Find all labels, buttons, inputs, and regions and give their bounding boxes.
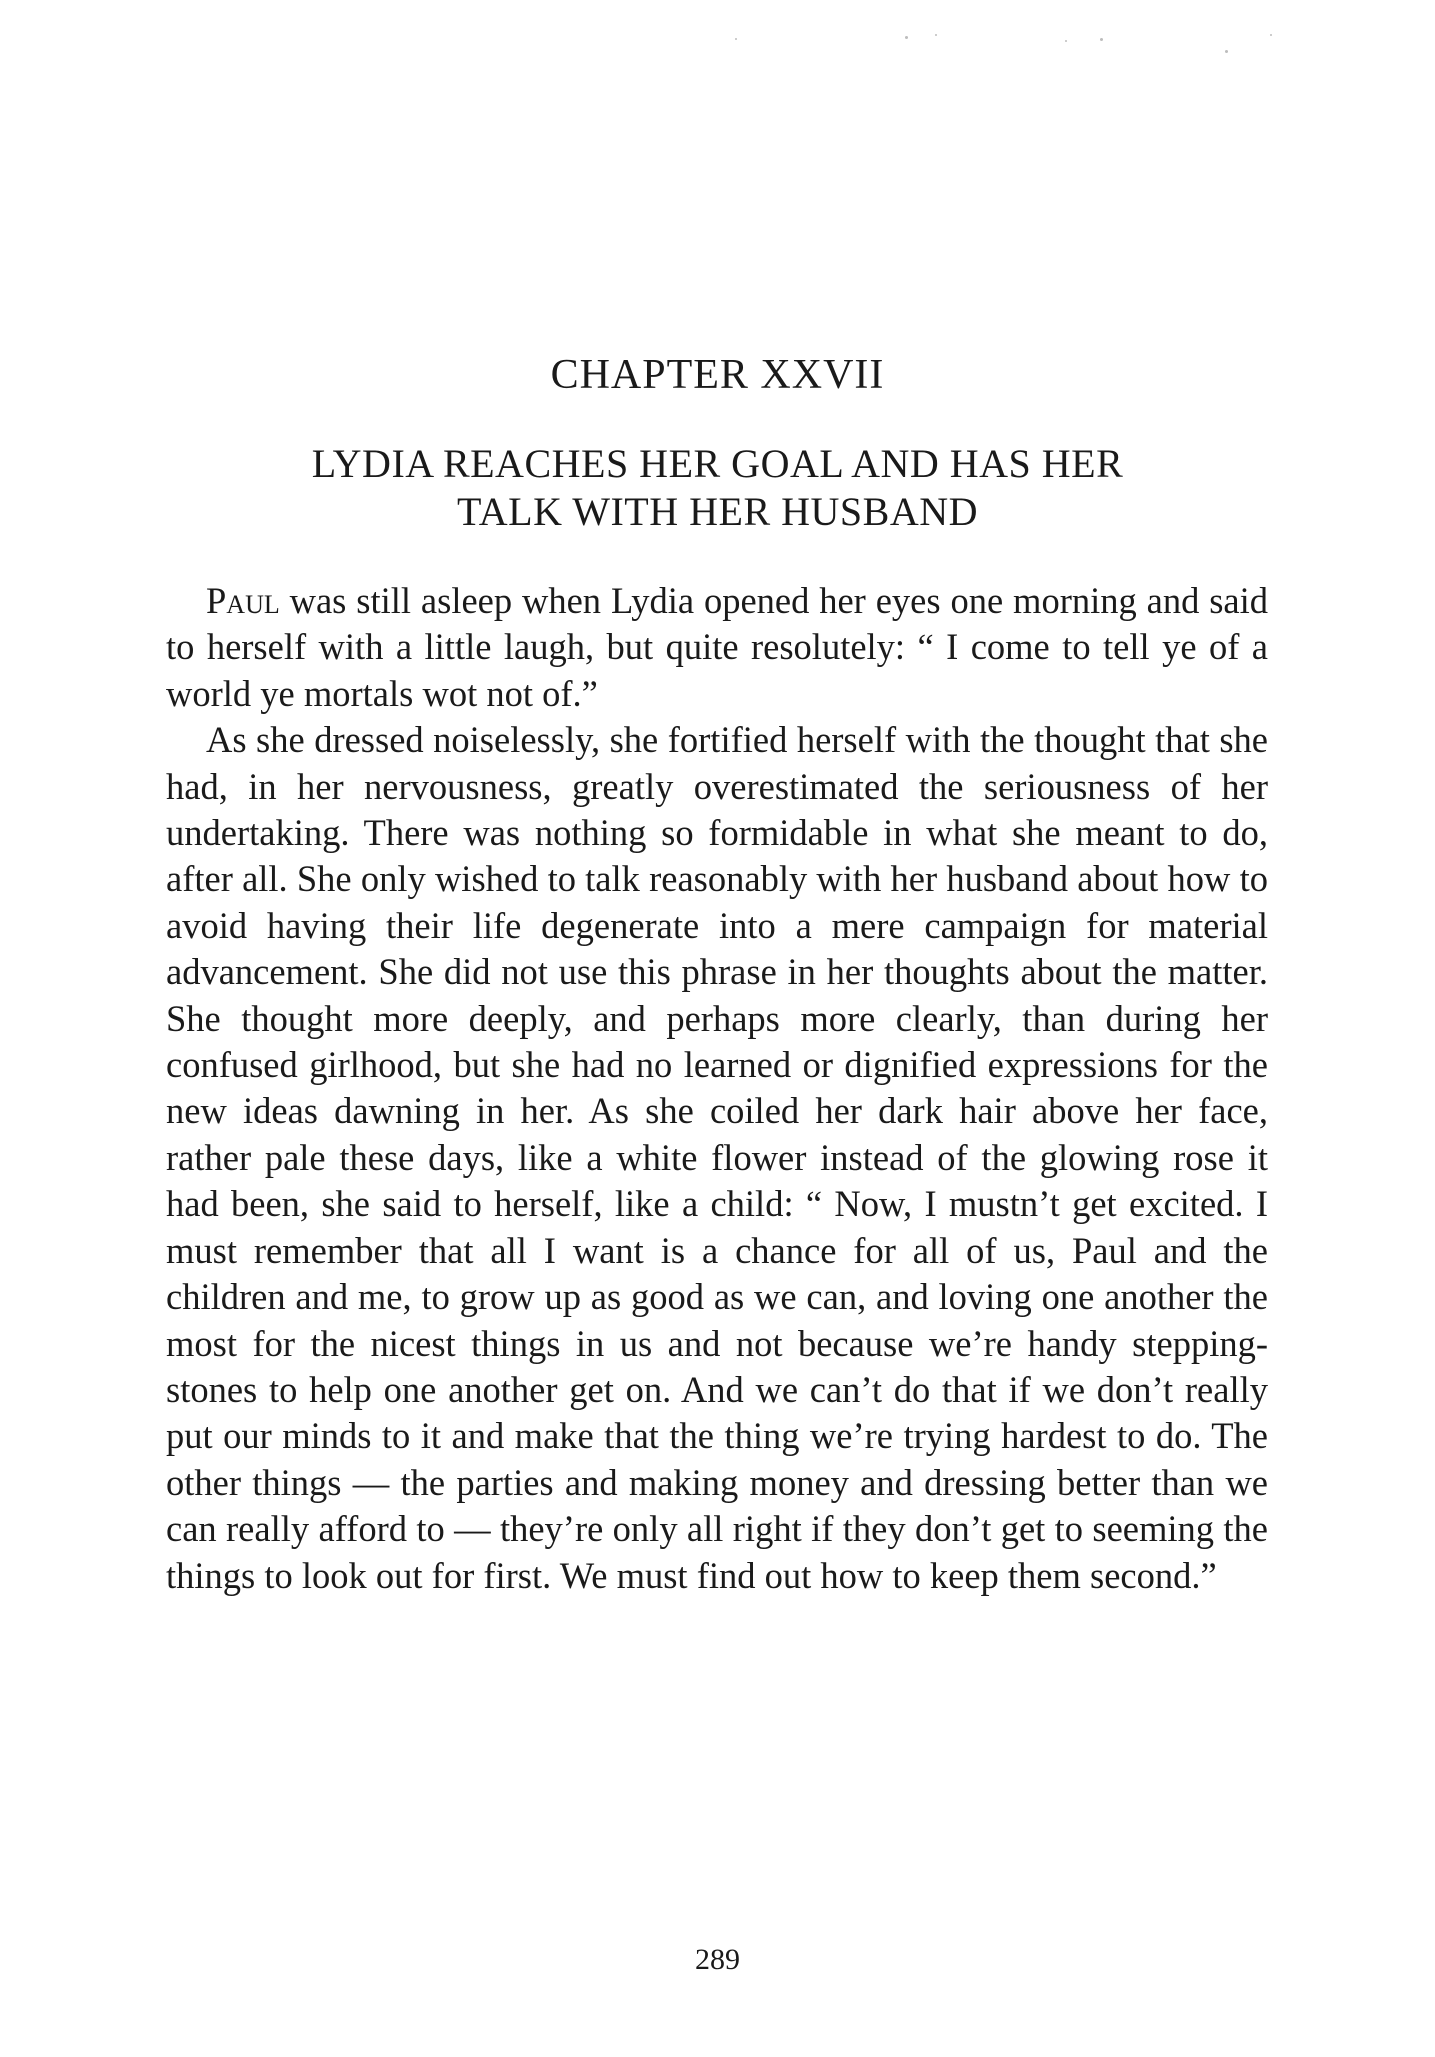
body-text: [166, 578, 1268, 1599]
paragraph-text: As she dressed noiselessly, she fortified herself with the thought that she had, in her nervousness, greatly overestimated the seriousness of her undertaking. There was nothing so formidable in what she meant to do, after all. She only wished to talk reasonably with her husband about how to avoid having their life degenerate into a mere campaign for material advancement. She did not use this phrase in her thoughts about the matter. She thought more deeply, and perhaps more clearly, than during her confused girlhood, but she had no learned or dignified expressions for the new ideas dawning in her. As she coiled her dark hair above her face, rather pale these days, like a white flower instead of the glowing rose it had been, she said to herself, like a child: “ Now, I mustn’t get excited. I must remember that all I want is a chance for all of us, Paul and the children and me, to grow up as good as we can, and loving one another the most for the nicest things in us and not because we’re handy stepping-stones to help one another get on. And we can’t do that if we don’t really put our minds to it and make that the thing we’re trying hardest to do. The other things — the parties and making money and dressing better than we can really afford to — they’re only all right if they don’t get to seeming the things to look out for first. We must find out how to keep them second.”: [166, 719, 1268, 1596]
paragraph: [166, 717, 1268, 1599]
paragraph: [166, 578, 1268, 717]
chapter-title: [170, 440, 1265, 536]
paragraph-lead-word: Paul: [206, 580, 280, 621]
scan-speck: [1100, 38, 1103, 41]
scan-speck: [935, 34, 937, 36]
page-number: 289: [695, 1943, 740, 1976]
scan-speck: [1270, 34, 1272, 36]
scan-speck: [1225, 50, 1228, 53]
scan-speck: [905, 36, 908, 39]
paragraph-text: was still asleep when Lydia opened her eyes one morning and said to herself with a little laugh, but quite resolutely: “ I come to tell ye of a world ye mortals wot not of.”: [166, 580, 1268, 714]
scan-speck: [1065, 40, 1067, 42]
scan-speck: [735, 38, 737, 40]
chapter-number: CHAPTER XXVII: [550, 352, 885, 398]
chapter-title-line-2: TALK WITH HER HUSBAND: [457, 489, 978, 534]
chapter-title-line-1: LYDIA REACHES HER GOAL AND HAS HER: [311, 441, 1124, 486]
